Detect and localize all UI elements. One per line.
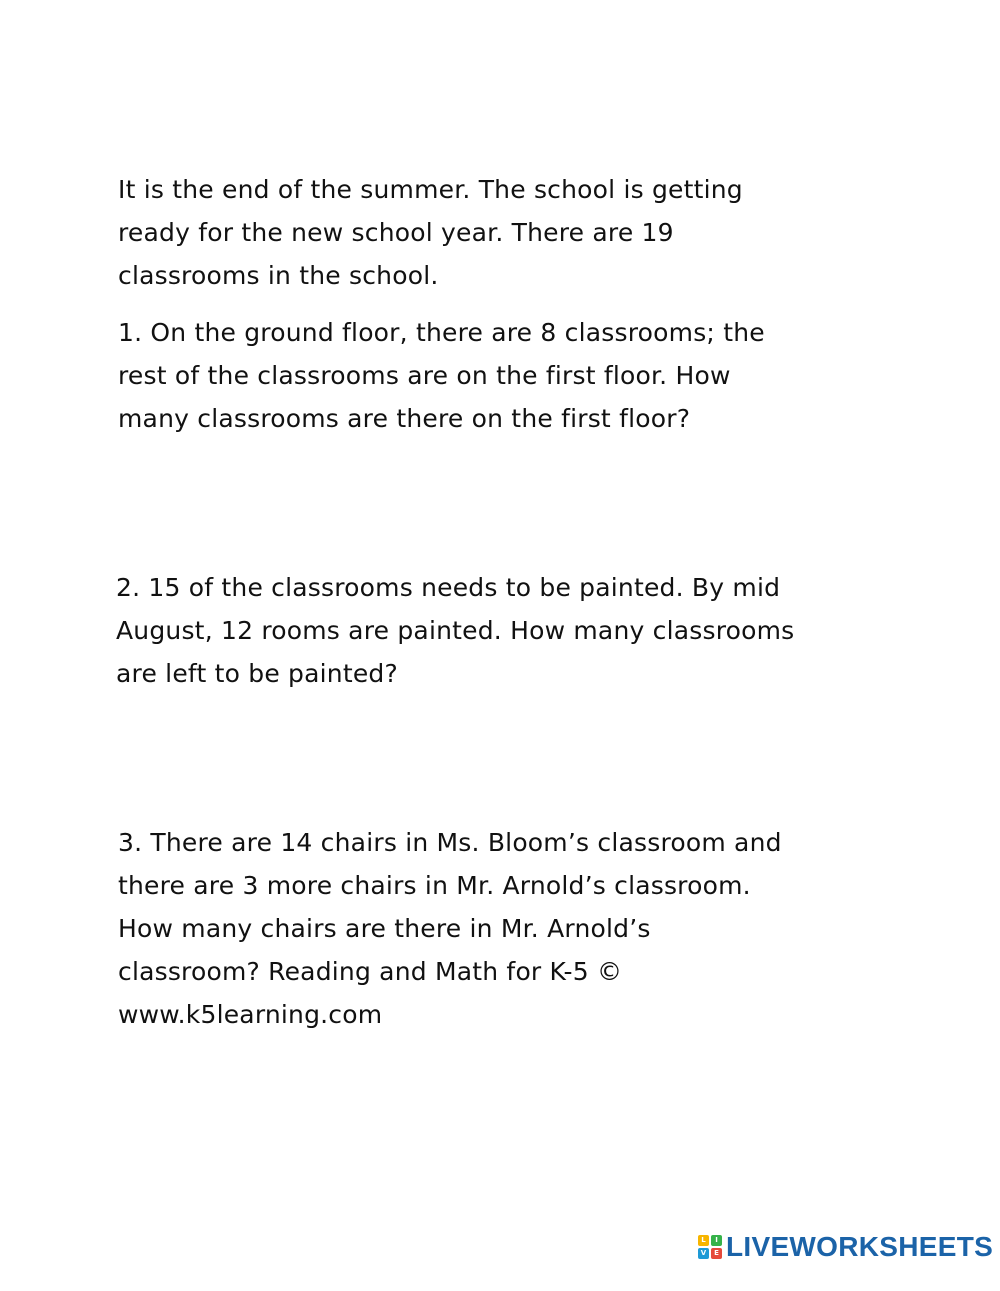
question-3-line: How many chairs are there in Mr. Arnold’s: [118, 914, 651, 943]
question-2: [116, 566, 896, 695]
question-1-line: many classrooms are there on the first floor?: [118, 404, 691, 433]
question-3-line: 3. There are 14 chairs in Ms. Bloom’s classroom and: [118, 828, 782, 857]
intro-paragraph: [118, 168, 898, 297]
question-3-line: there are 3 more chairs in Mr. Arnold’s classroom.: [118, 871, 751, 900]
logo-blocks-icon: [698, 1235, 722, 1259]
logo-block: L: [698, 1235, 709, 1246]
question-2-line: 2. 15 of the classrooms needs to be painted. By mid: [116, 573, 781, 602]
question-3-line: classroom? Reading and Math for K-5 ©: [118, 957, 623, 986]
liveworksheets-logo: [698, 1230, 993, 1264]
question-1: [118, 311, 898, 440]
logo-block: V: [698, 1248, 709, 1259]
intro-line: It is the end of the summer. The school is getting: [118, 175, 743, 204]
question-2-line: are left to be painted?: [116, 659, 398, 688]
logo-block: I: [711, 1235, 722, 1246]
logo-block: E: [711, 1248, 722, 1259]
intro-line: ready for the new school year. There are 19: [118, 218, 674, 247]
intro-line: classrooms in the school.: [118, 261, 439, 290]
question-3: [118, 821, 898, 1036]
question-2-line: August, 12 rooms are painted. How many classrooms: [116, 616, 795, 645]
question-1-line: rest of the classrooms are on the first floor. How: [118, 361, 731, 390]
question-3-line: www.k5learning.com: [118, 1000, 383, 1029]
question-1-line: 1. On the ground floor, there are 8 classrooms; the: [118, 318, 765, 347]
logo-text: LIVEWORKSHEETS: [726, 1231, 994, 1262]
